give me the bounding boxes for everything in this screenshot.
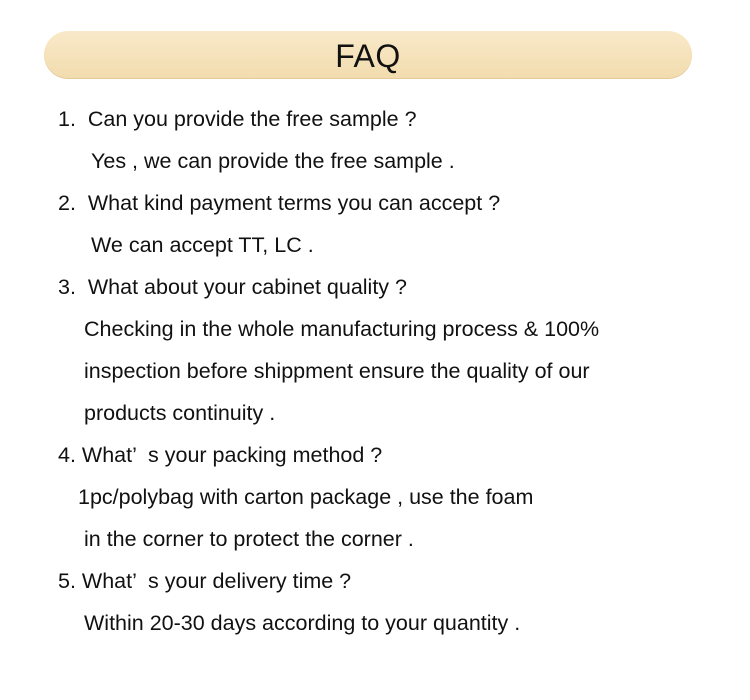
faq-answer-3-line-1: Checking in the whole manufacturing process & 100%: [84, 317, 600, 341]
faq-answer-2-line-1: We can accept TT, LC .: [91, 233, 314, 257]
faq-answer-4-line-1: 1pc/polybag with carton package , use the foam: [78, 485, 534, 509]
faq-title: FAQ: [335, 38, 401, 74]
faq-answer-3-line-2: inspection before shippment ensure the quality of our: [84, 359, 590, 383]
faq-answer-1-line-1: Yes , we can provide the free sample .: [91, 149, 455, 173]
faq-question-4: 4. What’ s your packing method ?: [58, 443, 383, 467]
faq-answer-4-line-2: in the corner to protect the corner .: [84, 527, 414, 551]
faq-answer-5-line-1: Within 20-30 days according to your quantity .: [84, 611, 521, 635]
faq-question-3: 3. What about your cabinet quality ?: [58, 275, 407, 299]
faq-question-5: 5. What’ s your delivery time ?: [58, 569, 352, 593]
faq-question-1: 1. Can you provide the free sample ?: [58, 107, 417, 131]
faq-header-banner: [44, 31, 692, 79]
faq-question-2: 2. What kind payment terms you can accept ?: [58, 191, 501, 215]
faq-answer-3-line-3: products continuity .: [84, 401, 276, 425]
